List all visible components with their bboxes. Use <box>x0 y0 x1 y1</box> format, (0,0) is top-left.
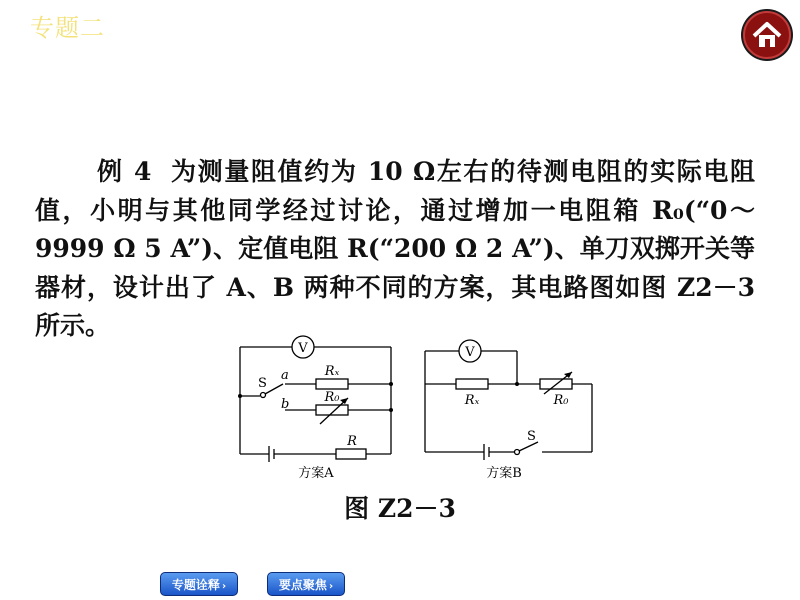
switch-terminal-b: b <box>281 397 290 412</box>
example-label: 例 4 <box>97 157 152 186</box>
nav-button-1-label: 专题诠释 <box>171 578 220 592</box>
rx-label-a: Rₓ <box>324 364 340 379</box>
voltmeter-b-symbol: V <box>465 345 475 360</box>
r0-label-a: R₀ <box>324 390 340 405</box>
circuit-diagram <box>228 334 608 484</box>
topic-title: 专题二 <box>30 14 105 42</box>
chevron-right-icon: › <box>221 581 227 592</box>
nav-button-key-points[interactable] <box>267 572 345 596</box>
switch-terminal-a: a <box>281 368 289 383</box>
scheme-b-label: 方案B <box>486 466 522 481</box>
nav-button-2-label: 要点聚焦 <box>278 578 327 592</box>
nav-button-topic-explanation[interactable] <box>160 572 238 596</box>
problem-text: 为测量阻值约为 10 Ω左右的待测电阻的实际电阻值，小明与其他同学经过讨论，通过增加一电阻箱 R₀(“0～9999 Ω 5 A”)、定值电阻 R(“200 Ω 2 A”)、单刀双掷开关等器材，设计出了 A、B 两种不同的方案，其电路图如图 Z2－3 所示。 <box>35 157 755 340</box>
chevron-right-icon: › <box>328 581 334 592</box>
scheme-a-label: 方案A <box>298 466 334 481</box>
voltmeter-a-symbol: V <box>298 341 308 356</box>
r-label: R <box>347 434 357 449</box>
figure-caption: 图 Z2－3 <box>344 494 456 523</box>
switch-b-label: S <box>527 429 536 444</box>
home-button[interactable] <box>740 8 794 62</box>
problem-statement <box>35 153 755 346</box>
rx-label-b: Rₓ <box>464 393 480 408</box>
r0-label-b: R₀ <box>553 393 569 408</box>
switch-a-label: S <box>258 376 267 391</box>
